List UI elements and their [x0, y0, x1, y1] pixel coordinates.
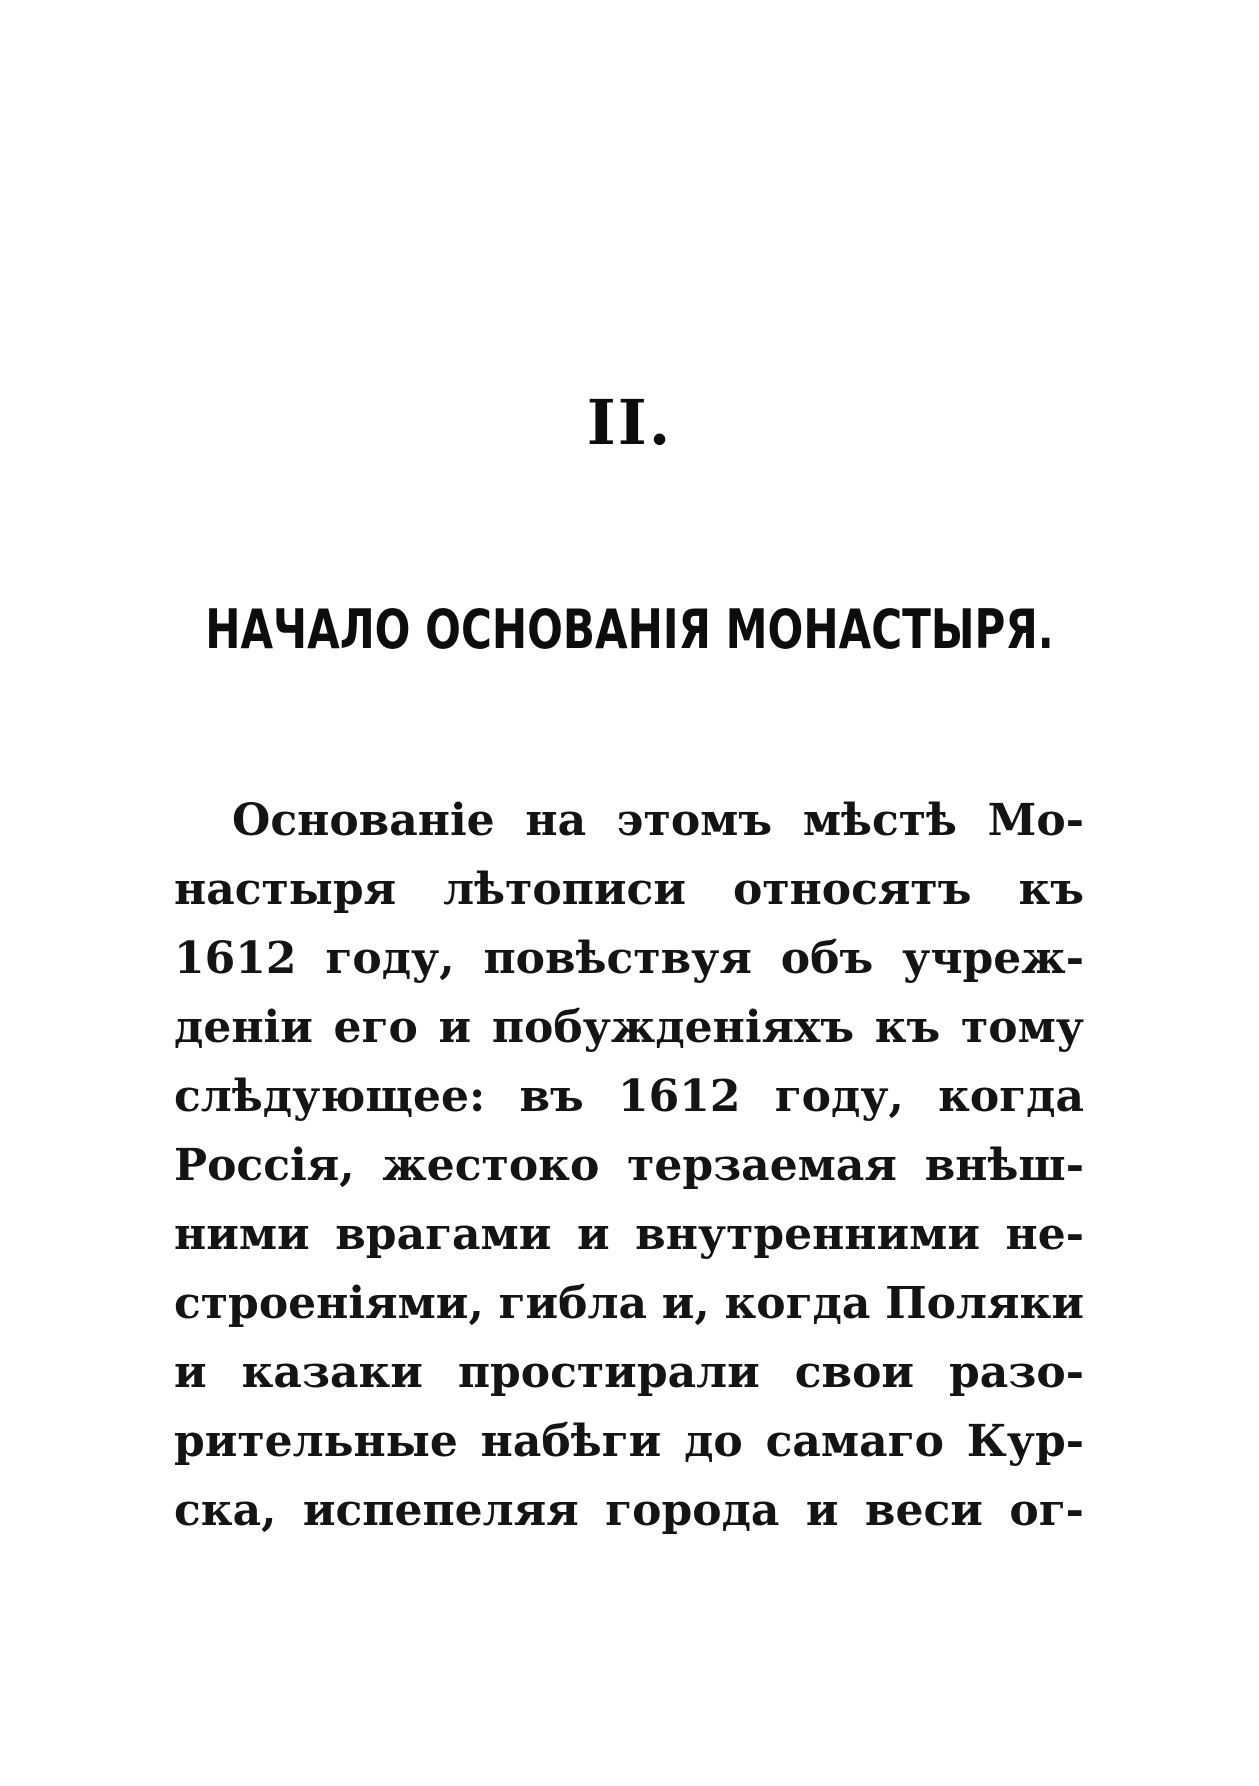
word: до: [684, 1416, 743, 1467]
body-text: [174, 786, 1084, 1545]
word: ог-: [1009, 1485, 1084, 1536]
word: побужденіяхъ: [491, 1002, 855, 1053]
text-line-10: [174, 1407, 1084, 1476]
word: къ: [1018, 864, 1084, 915]
word: относятъ: [732, 864, 972, 915]
chapter-title: НАЧАЛО ОСНОВАНІЯ МОНАСТЫРЯ.: [205, 598, 1054, 661]
text-line-7: [174, 1200, 1084, 1269]
word: настыря: [174, 864, 397, 915]
word: 1612: [174, 933, 297, 984]
word: гибла: [498, 1278, 647, 1329]
text-line-3: [174, 924, 1084, 993]
word: Кур-: [966, 1416, 1084, 1467]
word: учреж-: [902, 933, 1084, 984]
word: къ: [874, 1002, 941, 1053]
word: на: [525, 795, 587, 846]
text-line-6: [174, 1131, 1084, 1200]
word: Россія,: [174, 1140, 355, 1191]
word: ска,: [174, 1485, 277, 1536]
word: слѣдующее:: [174, 1071, 486, 1122]
text-line-4: [174, 993, 1084, 1062]
word: и: [805, 1485, 839, 1536]
text-line-11: [174, 1476, 1084, 1545]
word: когда: [724, 1278, 871, 1329]
text-line-1: [174, 786, 1084, 855]
word: простирали: [457, 1347, 760, 1398]
word: города: [605, 1485, 780, 1536]
word: набѣги: [480, 1416, 662, 1467]
word: казаки: [241, 1347, 423, 1398]
word: мѣстѣ: [802, 795, 957, 846]
word: самаго: [765, 1416, 944, 1467]
word: испепеляя: [302, 1485, 579, 1536]
word: тому: [960, 1002, 1084, 1053]
word: ними: [174, 1209, 310, 1260]
word: жестоко: [382, 1140, 600, 1191]
word: повѣствуя: [483, 933, 752, 984]
text-line-9: [174, 1338, 1084, 1407]
text-line-5: [174, 1062, 1084, 1131]
word: разо-: [949, 1347, 1084, 1398]
text-line-2: [174, 855, 1084, 924]
word: году,: [325, 933, 455, 984]
word: внутренними: [635, 1209, 980, 1260]
word: терзаемая: [627, 1140, 897, 1191]
word: 1612: [618, 1071, 741, 1122]
word: Основаніе: [232, 795, 495, 846]
word: и: [438, 1002, 472, 1053]
word: веси: [864, 1485, 983, 1536]
word: деніи: [174, 1002, 313, 1053]
text-line-8: [174, 1269, 1084, 1338]
word: въ: [519, 1071, 584, 1122]
word: врагами: [335, 1209, 552, 1260]
word: и,: [661, 1278, 710, 1329]
word: не-: [1005, 1209, 1084, 1260]
word: и: [174, 1347, 207, 1398]
word: объ: [780, 933, 874, 984]
word: Мо-: [987, 795, 1084, 846]
chapter-number: II.: [586, 386, 673, 459]
word: и: [576, 1209, 610, 1260]
word: лѣтописи: [443, 864, 686, 915]
word: Поляки: [885, 1278, 1084, 1329]
word: году,: [774, 1071, 904, 1122]
word: внѣш-: [924, 1140, 1084, 1191]
word: строеніями,: [174, 1278, 484, 1329]
word: рительные: [174, 1416, 458, 1467]
word: его: [333, 1002, 418, 1053]
word: этомъ: [616, 795, 773, 846]
word: свои: [794, 1347, 915, 1398]
word: когда: [938, 1071, 1084, 1122]
